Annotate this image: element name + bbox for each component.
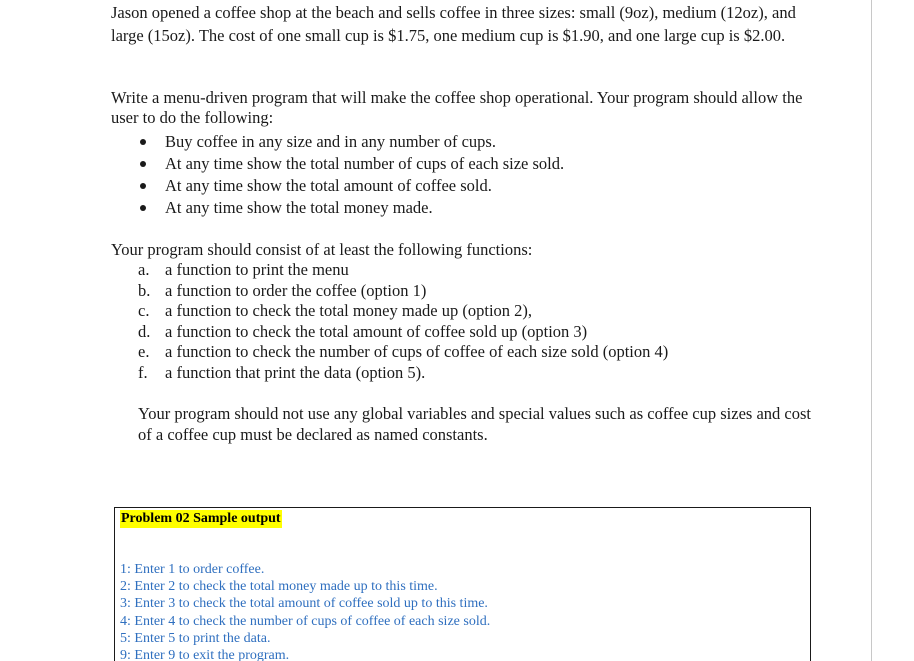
functions-intro-paragraph: Your program should consist of at least the following functions: (111, 240, 533, 259)
list-item-text: a function to check the total amount of coffee sold up (option 3) (165, 321, 588, 341)
bullet-icon (140, 161, 146, 167)
page-edge-line (871, 0, 872, 661)
list-item (130, 153, 564, 175)
list-item-text: At any time show the total money made. (165, 198, 433, 217)
list-marker: b. (138, 280, 151, 300)
list-marker: a. (138, 260, 150, 279)
list-item: 4: Enter 4 to check the number of cups of coffee of each size sold. (120, 613, 491, 629)
list-item (138, 301, 668, 322)
constraints-paragraph: Your program should not use any global variables and special values such as coffee cup sizes and cost of a coffee cup must be declared as named constants. (138, 404, 811, 444)
requirements-list (130, 131, 564, 219)
list-item-text: a function to check the number of cups of coffee of each size sold (option 4) (165, 342, 669, 362)
list-item: 3: Enter 3 to check the total amount of coffee sold up to this time. (120, 596, 488, 612)
list-item-text: a function that print the data (option 5). (165, 362, 426, 382)
list-item-text: a function to print the menu (165, 260, 349, 279)
list-item: 2: Enter 2 to check the total money made up to this time. (120, 579, 438, 595)
list-item-text: At any time show the total amount of coffee sold. (165, 176, 492, 195)
list-marker: d. (138, 321, 151, 341)
list-item (130, 197, 564, 219)
bullet-icon (140, 139, 146, 145)
list-item: 1: Enter 1 to order coffee. (120, 562, 265, 577)
list-item-text: At any time show the total number of cups of each size sold. (165, 154, 565, 173)
intro-paragraph: Jason opened a coffee shop at the beach and sells coffee in three sizes: small (9oz), medium (12oz), and large (15oz). The cost of one small cup is $1.75, one medium cup is $1.90, and one large cup is $2.00. (111, 3, 796, 45)
task-intro-paragraph: Write a menu-driven program that will make the coffee shop operational. Your program should allow the user to do the following: (111, 88, 803, 127)
list-item (138, 342, 668, 363)
list-item (138, 322, 668, 343)
list-item (138, 260, 668, 281)
bullet-icon (140, 183, 146, 189)
sample-output-title: Problem 02 Sample output (121, 511, 281, 526)
list-item: 9: Enter 9 to exit the program. (120, 647, 290, 661)
sample-menu-list (120, 561, 490, 661)
list-marker: c. (138, 301, 150, 321)
list-item (130, 175, 564, 197)
list-item-text: Buy coffee in any size and in any number of cups. (165, 132, 496, 151)
bullet-icon (140, 205, 146, 211)
list-marker: e. (138, 342, 150, 362)
functions-list (138, 260, 668, 384)
list-item-text: a function to check the total money made up (option 2), (165, 301, 533, 321)
list-item (138, 281, 668, 302)
list-item: 5: Enter 5 to print the data. (120, 630, 271, 646)
list-item (138, 363, 668, 384)
list-marker: f. (138, 362, 148, 382)
list-item-text: a function to order the coffee (option 1) (165, 280, 427, 300)
sample-output-box (114, 507, 811, 661)
list-item (130, 131, 564, 153)
